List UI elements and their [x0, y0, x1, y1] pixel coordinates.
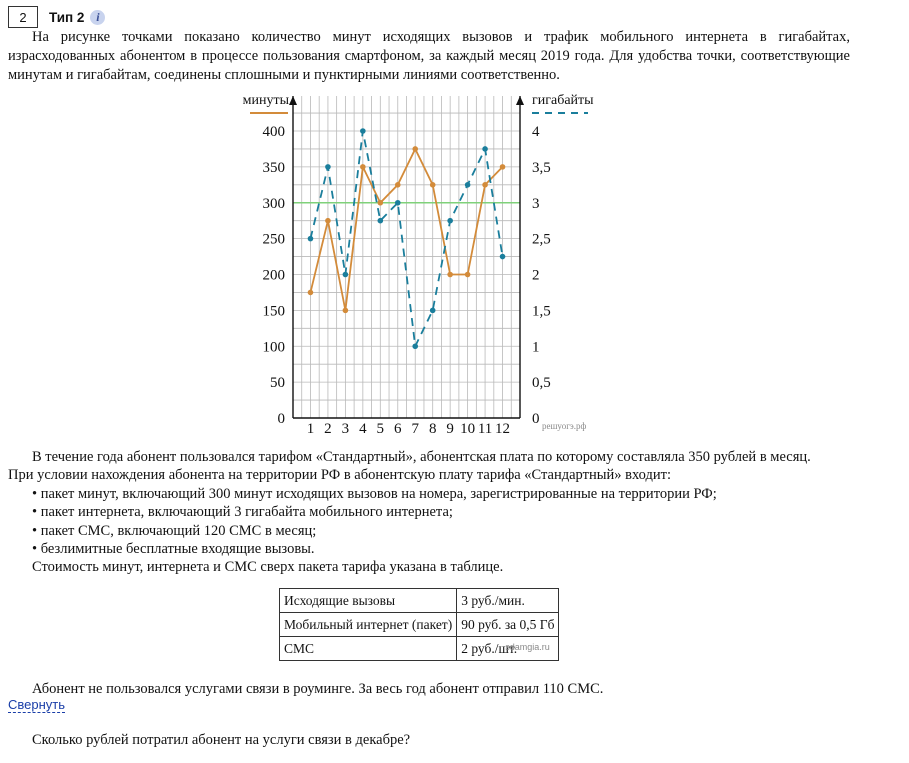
x-tick-label: 7	[411, 421, 419, 437]
left-axis-arrow-icon	[289, 96, 297, 105]
included-paragraph: При условии нахождения абонента на территории РФ в абонентскую плату тарифа «Стандартный» входит:	[8, 467, 671, 484]
gigabytes-point	[378, 218, 384, 224]
question-text: Сколько рублей потратил абонент на услуги связи в декабре?	[32, 732, 411, 748]
minutes-point	[325, 218, 331, 224]
minutes-point	[430, 182, 436, 188]
gigabytes-point	[343, 272, 349, 278]
chart-watermark: решуогэ.рф	[542, 421, 587, 431]
task-number: 2	[8, 6, 38, 28]
right-axis-label: гигабайты	[532, 93, 594, 108]
roaming-sms-text: Абонент не пользовался услугами связи в роуминге. За весь год абонент отправил 110 СМС.	[32, 681, 604, 697]
collapse-link[interactable]: Свернуть	[8, 697, 66, 712]
table-cell: Исходящие вызовы	[280, 589, 457, 613]
minutes-point	[482, 182, 488, 188]
minutes-point	[465, 272, 471, 278]
minutes-point	[500, 164, 506, 170]
tariff-paragraph: В течение года абонент пользовался тарифом «Стандартный», абонентская плата по которому составляла 350 рублей в месяц.	[32, 449, 811, 465]
x-tick-label: 1	[306, 421, 315, 437]
x-tick-label: 3	[341, 421, 350, 437]
cost-paragraph: Стоимость минут, интернета и СМС сверх пакета тарифа указана в таблице.	[32, 559, 504, 576]
gigabytes-point	[412, 343, 418, 349]
gigabytes-point	[430, 308, 436, 314]
gigabytes-point	[360, 128, 366, 134]
x-tick-label: 4	[359, 421, 367, 437]
info-icon[interactable]: i	[90, 10, 105, 25]
minutes-point	[343, 308, 349, 314]
x-tick-label: 9	[446, 421, 454, 437]
left-tick-label: 0	[277, 411, 285, 427]
right-tick-label: 0	[532, 411, 540, 427]
left-tick-label: 50	[270, 375, 285, 392]
right-tick-label: 2	[532, 267, 540, 284]
gigabytes-point	[395, 200, 401, 206]
x-tick-label: 2	[324, 421, 332, 437]
minutes-point	[395, 182, 401, 188]
left-tick-label: 100	[262, 339, 285, 356]
table-row	[280, 637, 559, 661]
table-cell: СМС	[280, 637, 457, 661]
right-tick-label: 4	[532, 124, 540, 140]
left-tick-label: 250	[262, 231, 285, 248]
gigabytes-point	[500, 254, 506, 260]
left-tick-label: 200	[262, 267, 285, 284]
left-tick-label: 400	[262, 124, 285, 140]
left-axis-label: минуты	[242, 93, 289, 108]
gigabytes-point	[308, 236, 314, 242]
right-tick-label: 3,5	[532, 159, 551, 176]
right-tick-label: 1	[532, 339, 540, 356]
gigabytes-point	[447, 218, 453, 224]
minutes-gigabytes-chart	[220, 88, 600, 438]
x-tick-label: 12	[495, 421, 511, 437]
table-cell: 3 руб./мин.	[457, 589, 559, 613]
minutes-point	[378, 200, 384, 206]
right-tick-label: 0,5	[532, 375, 551, 392]
task-header	[8, 5, 105, 29]
bullet-incoming: • безлимитные бесплатные входящие вызовы.	[32, 541, 315, 558]
x-tick-label: 10	[460, 421, 476, 437]
task-type-label: Тип 2	[49, 9, 85, 25]
right-tick-label: 2,5	[532, 231, 551, 248]
minutes-point	[360, 164, 366, 170]
table-cell: 90 руб. за 0,5 Гб	[457, 613, 559, 637]
right-tick-label: 3	[532, 195, 540, 212]
left-tick-label: 350	[262, 159, 285, 176]
gigabytes-point	[465, 182, 471, 188]
task-intro: На рисунке точками показано количество минут исходящих вызовов и трафик мобильного интернета в гигабайтах, израсходованных абонентом в процессе пользования смартфоном, за каждый месяц 2019 года. Для удобства точки, соответствующие минутам и гигабайтам, соединены сплошными и пунктирными линиями соответственно.	[8, 29, 850, 83]
left-tick-label: 300	[262, 195, 285, 212]
table-cell-sms-price	[457, 637, 559, 661]
tariff-table	[279, 588, 559, 661]
right-axis-arrow-icon	[516, 96, 524, 105]
bullet-minutes: • пакет минут, включающий 300 минут исходящих вызовов на номера, зарегистрированные на территории РФ;	[32, 485, 717, 502]
table-row	[280, 589, 559, 613]
table-watermark: sdamgia.ru	[505, 642, 550, 652]
x-tick-label: 6	[394, 421, 402, 437]
x-tick-label: 5	[376, 421, 385, 437]
left-tick-label: 150	[262, 303, 285, 320]
table-row	[280, 613, 559, 637]
table-cell: Мобильный интернет (пакет)	[280, 613, 457, 637]
minutes-point	[412, 146, 418, 152]
gigabytes-point	[325, 164, 331, 170]
gigabytes-point	[482, 146, 488, 152]
x-tick-label: 8	[428, 421, 437, 437]
right-tick-label: 1,5	[532, 303, 551, 320]
task-conditions	[8, 448, 898, 577]
x-tick-label: 11	[477, 421, 493, 437]
minutes-point	[308, 290, 314, 296]
sms-price-text: 2 руб./шт.	[461, 640, 518, 656]
bullet-sms: • пакет СМС, включающий 120 СМС в месяц;	[32, 522, 317, 539]
minutes-point	[447, 272, 453, 278]
bullet-internet: • пакет интернета, включающий 3 гигабайта мобильного интернета;	[32, 504, 453, 521]
